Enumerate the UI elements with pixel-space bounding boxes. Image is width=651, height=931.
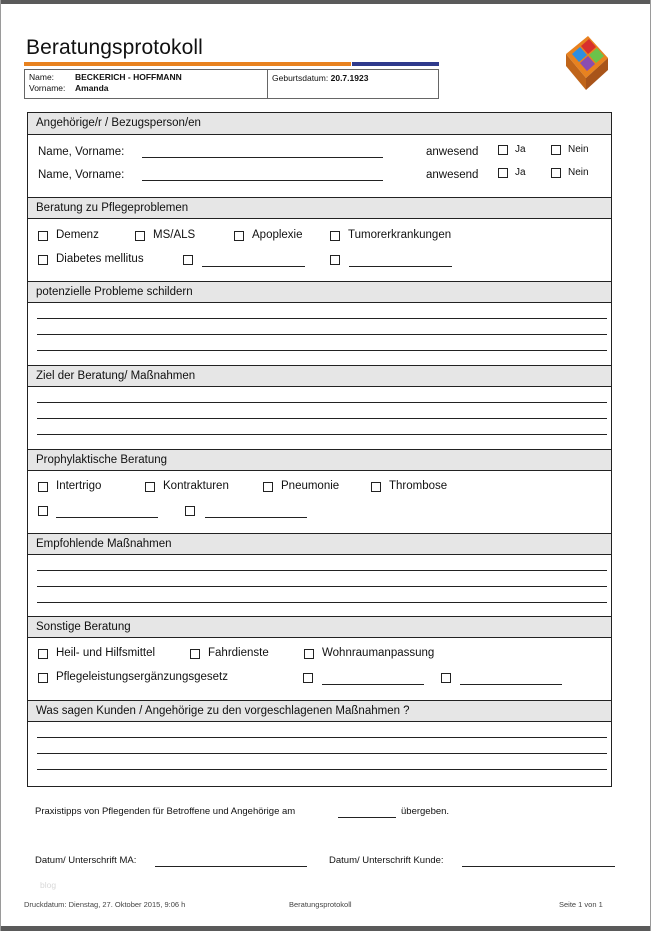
patient-name-cell (25, 70, 268, 98)
patient-vorname-row (29, 83, 109, 93)
relative-2-present-yes-checkbox[interactable] (498, 168, 508, 178)
praxistipps-date-field[interactable] (338, 817, 396, 818)
watermark: blog (40, 880, 57, 890)
relative-1-no-label: Nein (568, 144, 589, 155)
pflegeleistungsgesetz-label: Pflegeleistungsergänzungsgesetz (56, 671, 228, 683)
document-title: Beratungsprotokoll (26, 36, 203, 59)
prophylaxe-other-1-field[interactable] (56, 517, 158, 518)
apoplexie-checkbox[interactable] (234, 231, 244, 241)
praxistipps-after-text: übergeben. (401, 806, 450, 817)
relative-2-yes-label: Ja (515, 167, 526, 178)
ziel-line[interactable] (37, 418, 607, 419)
name-label: Name: (29, 72, 55, 82)
empfohlen-line[interactable] (37, 602, 607, 603)
ziel-line[interactable] (37, 402, 607, 403)
relative-1-present-no-checkbox[interactable] (551, 145, 561, 155)
sonstige-other-2-field[interactable] (460, 684, 562, 685)
section-sonstige-header: Sonstige Beratung (28, 616, 611, 638)
apoplexie-label: Apoplexie (252, 229, 303, 241)
ms-als-checkbox[interactable] (135, 231, 145, 241)
prophylaxe-other-2-field[interactable] (205, 517, 307, 518)
wohnraumanpassung-checkbox[interactable] (304, 649, 314, 659)
relative-2-no-label: Nein (568, 167, 589, 178)
prophylaxe-other-2-checkbox[interactable] (185, 506, 195, 516)
section-ziel-header: Ziel der Beratung/ Maßnahmen (28, 365, 611, 387)
pflegeproblem-other-2-checkbox[interactable] (330, 255, 340, 265)
sonstige-other-1-field[interactable] (322, 684, 424, 685)
company-logo-icon (560, 32, 612, 94)
name-value: BECKERICH - HOFFMANN (75, 72, 182, 82)
relative-1-present-yes-checkbox[interactable] (498, 145, 508, 155)
tumorerkrankungen-checkbox[interactable] (330, 231, 340, 241)
pflegeleistungsgesetz-checkbox[interactable] (38, 673, 48, 683)
pflegeproblem-other-1-checkbox[interactable] (183, 255, 193, 265)
signature-kunde-label: Datum/ Unterschrift Kunde: (329, 855, 444, 866)
pneumonie-checkbox[interactable] (263, 482, 273, 492)
intertrigo-checkbox[interactable] (38, 482, 48, 492)
prophylaxe-other-1-checkbox[interactable] (38, 506, 48, 516)
page-frame-left (0, 0, 1, 931)
ziel-line[interactable] (37, 434, 607, 435)
kontrakturen-checkbox[interactable] (145, 482, 155, 492)
probleme-line[interactable] (37, 318, 607, 319)
page-frame-top (0, 0, 651, 4)
title-underline-blue (352, 62, 439, 66)
patient-name-row (29, 72, 182, 82)
empfohlen-line[interactable] (37, 570, 607, 571)
hilfsmittel-checkbox[interactable] (38, 649, 48, 659)
relative-2-present-no-checkbox[interactable] (551, 168, 561, 178)
kunden-line[interactable] (37, 769, 607, 770)
footer-print-date: Druckdatum: Dienstag, 27. Oktober 2015, 9:06 h (24, 900, 186, 909)
birthdate-value: 20.7.1923 (330, 73, 369, 83)
kunden-line[interactable] (37, 753, 607, 754)
relative-1-name-label: Name, Vorname: (38, 146, 125, 158)
patient-info-box (24, 69, 439, 99)
vorname-value: Amanda (75, 83, 109, 93)
section-kunden-header: Was sagen Kunden / Angehörige zu den vorgeschlagenen Maßnahmen ? (28, 700, 611, 722)
relative-1-yes-label: Ja (515, 144, 526, 155)
diabetes-label: Diabetes mellitus (56, 253, 144, 265)
birthdate-label: Geburtsdatum: (272, 73, 329, 83)
section-prophylaxe-header: Prophylaktische Beratung (28, 449, 611, 471)
probleme-line[interactable] (37, 350, 607, 351)
section-probleme-header: potenzielle Probleme schildern (28, 281, 611, 303)
section-empfohlen-header: Empfohlende Maßnahmen (28, 533, 611, 555)
hilfsmittel-label: Heil- und Hilfsmittel (56, 647, 156, 659)
kontrakturen-label: Kontrakturen (163, 480, 229, 492)
relative-1-name-field[interactable] (142, 157, 383, 158)
signature-kunde-field[interactable] (462, 866, 615, 867)
relative-2-name-field[interactable] (142, 180, 383, 181)
fahrdienste-label: Fahrdienste (208, 647, 269, 659)
fahrdienste-checkbox[interactable] (190, 649, 200, 659)
demenz-checkbox[interactable] (38, 231, 48, 241)
diabetes-checkbox[interactable] (38, 255, 48, 265)
demenz-label: Demenz (56, 229, 99, 241)
pneumonie-label: Pneumonie (281, 480, 340, 492)
thrombose-checkbox[interactable] (371, 482, 381, 492)
wohnraumanpassung-label: Wohnraumanpassung (322, 647, 435, 659)
footer-page-number: Seite 1 von 1 (559, 900, 603, 909)
title-underline-orange (24, 62, 351, 66)
sonstige-other-2-checkbox[interactable] (441, 673, 451, 683)
page-frame-bottom (0, 926, 651, 931)
empfohlen-line[interactable] (37, 586, 607, 587)
kunden-line[interactable] (37, 737, 607, 738)
section-pflegeprobleme-header: Beratung zu Pflegeproblemen (28, 197, 611, 219)
signature-ma-label: Datum/ Unterschrift MA: (35, 855, 137, 866)
birthdate-field (272, 73, 368, 83)
sonstige-other-1-checkbox[interactable] (303, 673, 313, 683)
relative-1-present-label: anwesend (426, 146, 479, 158)
relative-2-present-label: anwesend (426, 169, 479, 181)
tumorerkrankungen-label: Tumorerkrankungen (348, 229, 452, 241)
probleme-line[interactable] (37, 334, 607, 335)
pflegeproblem-other-2-field[interactable] (349, 266, 452, 267)
counseling-form (27, 112, 612, 787)
section-angehoerige-header: Angehörige/r / Bezugsperson/en (28, 113, 611, 135)
thrombose-label: Thrombose (389, 480, 448, 492)
relative-2-name-label: Name, Vorname: (38, 169, 125, 181)
pflegeproblem-other-1-field[interactable] (202, 266, 305, 267)
intertrigo-label: Intertrigo (56, 480, 102, 492)
footer-document-name: Beratungsprotokoll (289, 900, 352, 909)
ms-als-label: MS/ALS (153, 229, 196, 241)
vorname-label: Vorname: (29, 83, 66, 93)
signature-ma-field[interactable] (155, 866, 307, 867)
praxistipps-text: Praxistipps von Pflegenden für Betroffene und Angehörige am (35, 806, 296, 817)
